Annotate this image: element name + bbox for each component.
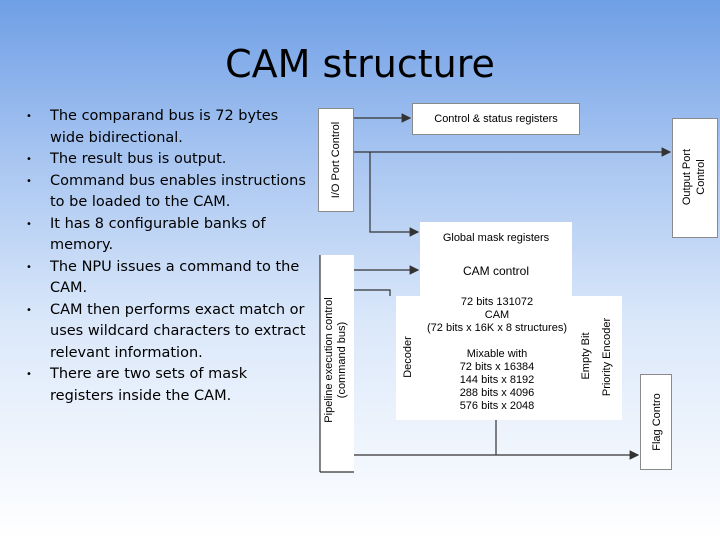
- cam-mix-row: 288 bits x 4096: [459, 387, 535, 399]
- bullet-icon: •: [26, 304, 32, 316]
- bullet-icon: •: [26, 175, 32, 187]
- slide-title: CAM structure: [225, 42, 495, 86]
- bullet-text: The comparand bus is 72 bytes wide bidirectional.: [50, 108, 279, 146]
- output-port-control-label-line1: Output Port: [681, 148, 693, 206]
- pipeline-control-label-line2: (command bus): [336, 321, 348, 399]
- io-port-control-label: I/O Port Control: [330, 121, 342, 199]
- line-io-down-to-global: [370, 152, 418, 232]
- bullet-icon: •: [26, 111, 32, 122]
- cam-control-label: CAM control: [462, 264, 530, 278]
- bullet-icon: •: [26, 154, 32, 165]
- cam-mix-row: 576 bits x 2048: [459, 400, 535, 412]
- cam-mix-row: 144 bits x 8192: [459, 374, 535, 386]
- output-port-control-label-line2: Control: [695, 159, 707, 195]
- bullet-text: The NPU issues a command to the CAM.: [50, 258, 300, 296]
- decoder-label: Decoder: [402, 336, 414, 378]
- bullet-icon: •: [26, 218, 32, 230]
- cam-mix-title: Mixable with: [466, 348, 528, 360]
- bullet-text: There are two sets of mask registers inside the CAM.: [50, 366, 248, 404]
- flag-control-label: Flag Contro: [651, 393, 663, 451]
- global-mask-registers-label: Global mask registers: [442, 232, 550, 244]
- priority-encoder-label: Priority Encoder: [601, 317, 613, 397]
- cam-line1: 72 bits 131072: [460, 296, 534, 308]
- bullet-text: The result bus is output.: [50, 151, 227, 167]
- control-status-registers-label: Control & status registers: [434, 113, 558, 125]
- pipeline-control-label-line1: Pipeline execution control: [323, 297, 335, 423]
- bullet-icon: •: [26, 369, 32, 380]
- cam-line3: (72 bits x 16K x 8 structures): [427, 322, 567, 334]
- bullet-text: It has 8 configurable banks of memory.: [50, 215, 266, 253]
- bullet-text: CAM then performs exact match or uses wildcard characters to extract relevant information.: [50, 301, 306, 361]
- bullet-icon: •: [26, 261, 32, 273]
- line-pipeline-top: [354, 290, 390, 296]
- empty-bit-label: Empty Bit: [580, 332, 592, 380]
- cam-line2: CAM: [484, 309, 510, 321]
- cam-mix-row: 72 bits x 16384: [459, 361, 535, 373]
- bullet-text: Command bus enables instructions to be loaded to the CAM.: [50, 172, 306, 210]
